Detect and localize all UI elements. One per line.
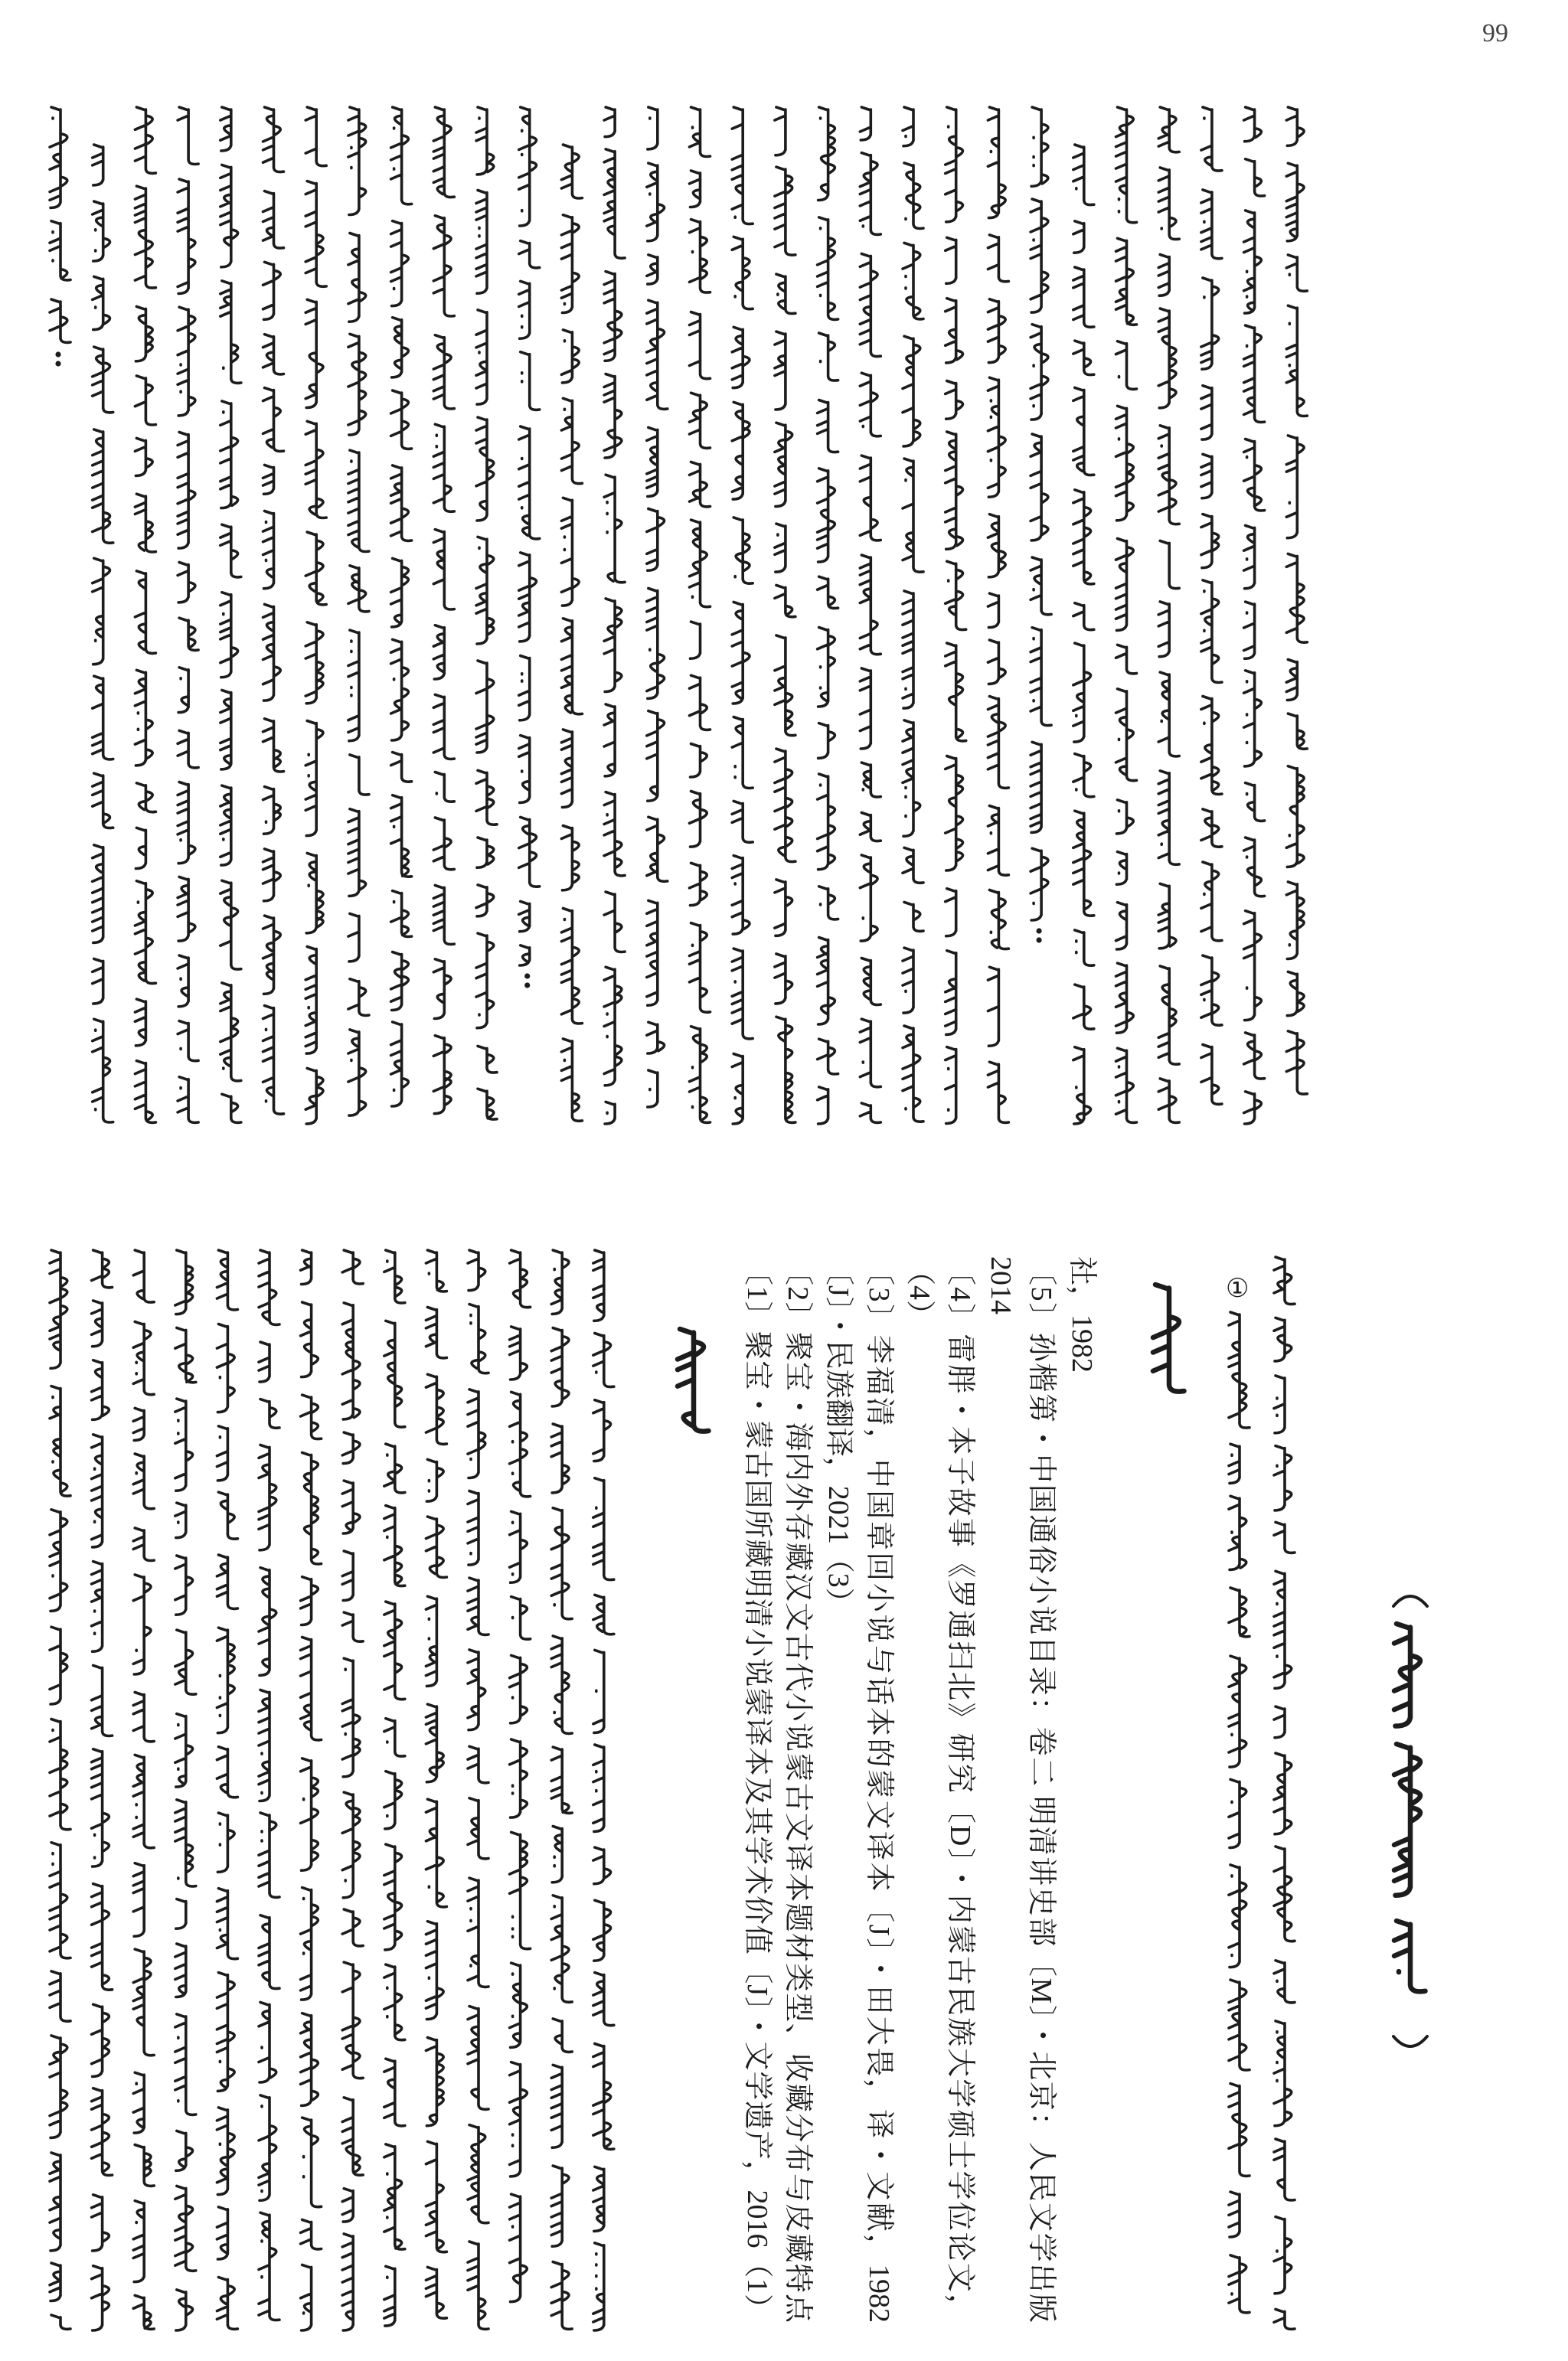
mongolian-text-column	[519, 107, 540, 965]
references-heading	[678, 1329, 709, 1432]
mongolian-text-column	[732, 107, 753, 1124]
mongolian-text-column	[133, 1250, 154, 2329]
mongolian-text-column	[426, 1250, 446, 2318]
section-title-bracket-open	[1393, 1596, 1427, 1606]
footnote-marker: ①	[1226, 1273, 1250, 1304]
mongolian-text-column	[92, 1250, 113, 2330]
mongolian-text-column	[217, 1250, 237, 2329]
mongolian-text-column	[135, 107, 155, 1122]
mongolian-text-column	[259, 1250, 279, 2320]
mongolian-text-column	[220, 107, 241, 1122]
footnote-text-column	[1274, 1257, 1295, 2329]
mongolian-text-column	[93, 145, 113, 1122]
mongolian-text-column	[988, 107, 1008, 1122]
mongolian-text-column	[903, 107, 923, 1122]
reference-line: 社，1982	[1066, 1256, 1098, 1373]
mongolian-text-column	[561, 145, 582, 1121]
mongolian-text-column	[50, 107, 70, 342]
footnote-block	[1229, 1257, 1295, 2329]
mongolian-text-column	[1031, 107, 1051, 920]
footnote-text-column	[1229, 1312, 1250, 2313]
mongolian-text-column	[301, 1250, 322, 2330]
mongolian-text-column	[604, 107, 625, 1124]
mongolian-text-column	[468, 1250, 488, 2329]
mongolian-text-column	[551, 1250, 572, 2329]
mongolian-text-column	[305, 107, 326, 1124]
mongolian-text-column	[593, 1250, 614, 2330]
mongolian-text-column	[476, 107, 497, 1119]
mongolian-text-column	[1158, 107, 1179, 1122]
mongolian-text-column	[647, 107, 668, 1107]
reference-line: 2014	[985, 1256, 1017, 1314]
reference-line: 〔1〕聚宝・蒙古国所藏明清小说蒙译本及其学术价值〔J〕・文学遗产，2016（1）	[741, 1256, 773, 2323]
full-stop-mark	[55, 361, 60, 366]
mongolian-text-column	[178, 107, 198, 1122]
mongolian-text-column	[1286, 107, 1307, 1094]
upper-text-block	[50, 107, 1307, 1124]
mongolian-text-column	[342, 1250, 363, 2330]
full-stop-mark	[55, 351, 60, 357]
mongolian-text-column	[433, 107, 454, 1114]
mongolian-text-column	[391, 107, 412, 1106]
mongolian-text-column	[348, 107, 369, 1115]
reference-line: 〔4〕雷胖・本子故事《罗通扫北》研究〔D〕・内蒙古民族大学硕士学位论文，	[944, 1256, 976, 2323]
reference-line: 〔3〕李福清，中国章回小说与话本的蒙文译本〔J〕・田大畏，译・文献，1982	[863, 1256, 895, 2323]
mongolian-text-column	[1244, 107, 1265, 1124]
reference-line: 〔5〕孙楷第・中国通俗小说目录：卷二 明清讲史部〔M〕・北京：人民文学出版	[1025, 1256, 1057, 2323]
mongolian-text-column	[1073, 145, 1094, 1124]
page-number: 99	[1482, 19, 1508, 47]
mongolian-text-column	[1201, 107, 1222, 1104]
full-stop-mark	[524, 982, 530, 988]
mongolian-text-column	[1116, 107, 1137, 1122]
section-title-heading	[1394, 1624, 1426, 1991]
notes-heading	[1153, 1285, 1184, 1392]
mongolian-text-column	[818, 107, 838, 1124]
full-stop-mark	[1037, 928, 1042, 933]
mongolian-text-column	[263, 107, 284, 1114]
mongolian-text-column	[175, 1250, 196, 2330]
full-stop-mark	[1037, 937, 1042, 942]
section-title-bracket-close	[1393, 2036, 1427, 2046]
reference-line: 〔J〕・民族翻译，2021（3）	[822, 1256, 854, 1617]
mongolian-text-column	[775, 107, 795, 1122]
full-stop-mark	[524, 973, 530, 978]
mongolian-text-column	[946, 107, 966, 1124]
mongolian-text-column	[860, 107, 880, 1122]
lower-text-block	[50, 1250, 614, 2330]
mongolian-text-column	[690, 107, 710, 1122]
reference-line: （4）	[903, 1256, 936, 1330]
mongolian-text-column	[510, 1250, 531, 2302]
mongolian-text-column	[384, 1250, 405, 2326]
mongolian-text-column	[50, 1250, 70, 2329]
reference-line: 〔2〕聚宝・海内外存藏汉文古代小说蒙古文译本题材类型、收藏分布与皮藏特点	[782, 1256, 814, 2323]
reference-list	[737, 1256, 1102, 2323]
